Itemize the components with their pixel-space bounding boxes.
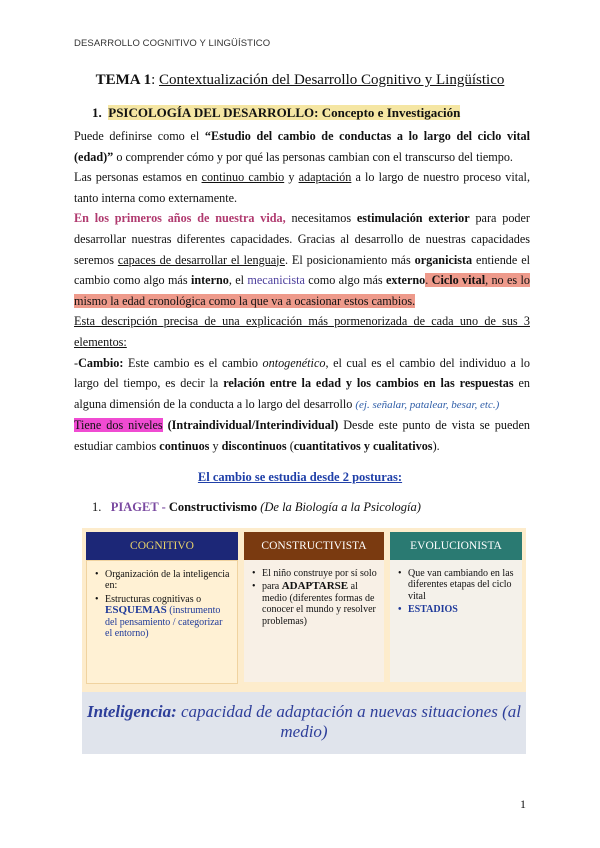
p3-m: externo — [385, 273, 426, 288]
p3-c: estimulación exterior — [356, 211, 470, 226]
intel-def: capacidad de adaptación a nuevas situaciones (al medio) — [176, 702, 521, 741]
paragraph-early-years — [74, 208, 530, 311]
section-heading — [92, 105, 460, 121]
column-content — [86, 560, 238, 684]
p6-h: ( — [286, 438, 294, 453]
p6-c: (Intraindividual/Interindividual) — [167, 418, 339, 433]
piaget-heading — [92, 500, 421, 515]
p2-d: adaptación — [298, 170, 352, 185]
p3-k: mecanicista — [247, 273, 305, 288]
page-title — [0, 72, 600, 89]
p3-f: . El posicionamiento más — [284, 252, 415, 267]
sub-dash: - — [158, 500, 169, 514]
p5-e: , el cual es el cambio del individuo a lo largo del tiempo, es decir la — [74, 355, 530, 391]
p3-p: , no es lo mismo la edad cronológica como la que va a ocasionar estos cambios. — [74, 273, 530, 308]
p5-g: en alguna dimensión de la conducta a lo largo del desarrollo — [74, 376, 530, 411]
item-text: (instrumento del pensamiento / categorizar el entorno) — [105, 605, 223, 640]
p6-a: Tiene dos niveles — [74, 418, 163, 433]
p3-n: . — [425, 273, 432, 288]
p1-c: o comprender cómo y por qué las personas cambian con el transcurso del tiempo. — [113, 149, 513, 164]
list-item: • ESTADIOS — [398, 604, 516, 615]
sub-number: 1. — [92, 500, 102, 514]
postures-heading: El cambio se estudia desde 2 posturas: — [197, 470, 403, 484]
p3-o: Ciclo vital — [431, 273, 486, 288]
constructivismo-label: Constructivismo — [168, 500, 258, 514]
p2-a: Las personas estamos en — [74, 170, 202, 185]
p6-g: discontinuos — [221, 438, 287, 453]
paragraph-cambio — [74, 353, 530, 416]
intelligence-definition — [82, 692, 526, 754]
item-text: al medio (diferentes formas de conocer el mundo y resolver problemas) — [262, 581, 376, 627]
p6-i: cuantitativos y cualitativos — [293, 438, 433, 453]
item-text: para — [262, 581, 282, 593]
p2-c: y — [284, 170, 299, 185]
p5-d: ontogenético — [262, 355, 326, 370]
section-number: 1. — [92, 105, 102, 120]
item-text: Estructuras cognitivas o — [105, 593, 202, 605]
p5-b: Cambio: — [78, 355, 124, 370]
title-sep: : — [151, 72, 159, 88]
title-subtitle: Contextualización del Desarrollo Cognitivo y Lingüístico — [159, 72, 505, 88]
p3-a: En los primeros años de nuestra vida, — [74, 211, 286, 226]
paragraph-definition — [74, 126, 530, 167]
paragraph-levels — [74, 415, 530, 456]
list-item: • El niño construye por sí solo — [252, 568, 378, 579]
p5-f: relación entre la edad y los cambios en las respuestas — [223, 376, 514, 391]
p2-b: continuo cambio — [201, 170, 285, 185]
p1-a: Puede definirse como el — [74, 129, 205, 143]
column-cognitivo — [86, 532, 238, 682]
paragraph-elements: Esta descripción precisa de una explicación más pormenorizada de cada uno de sus 3 elementos: — [74, 314, 530, 349]
p6-d: Desde este punto de vista se pueden estudiar cambios — [74, 418, 530, 453]
p6-e: continuos — [159, 438, 210, 453]
p2-e: a lo largo de nuestro proceso vital, tanto interna como externamente. — [74, 170, 530, 205]
running-header: DESARROLLO COGNITIVO Y LINGÜÍSTICO — [74, 38, 271, 49]
column-content — [390, 560, 522, 682]
p5-h: (ej. señalar, patalear, besar, etc.) — [355, 398, 500, 411]
piaget-name: PIAGET — [110, 500, 159, 514]
column-content — [244, 560, 384, 682]
column-constructivista — [244, 532, 384, 682]
list-item: • Organización de la inteligencia en: — [95, 569, 231, 592]
body-text — [74, 126, 530, 457]
section-title: PSICOLOGÍA DEL DESARROLLO: Concepto e Investigación — [108, 105, 461, 120]
p5-a: - — [74, 355, 79, 370]
column-header: CONSTRUCTIVISTA — [244, 532, 384, 560]
p3-g: organicista — [414, 252, 473, 267]
paragraph-change — [74, 167, 530, 208]
p3-l: como algo más — [304, 273, 386, 288]
list-item: • Que van cambiando en las diferentes etapas del ciclo vital — [398, 568, 516, 602]
column-evolucionista — [390, 532, 522, 682]
list-item — [252, 581, 378, 627]
p6-j: ). — [432, 438, 440, 453]
column-header: EVOLUCIONISTA — [390, 532, 522, 560]
column-header: COGNITIVO — [86, 532, 238, 560]
page-number: 1 — [520, 797, 526, 811]
sub-paren: (De la Biología a la Psicología) — [257, 500, 421, 514]
esquemas-text: ESQUEMAS — [105, 604, 167, 617]
intel-term: Inteligencia: — [87, 702, 177, 721]
p3-e: capaces de desarrollar el lenguaje — [117, 252, 285, 267]
title-label: TEMA 1 — [95, 72, 152, 88]
p1-b: “Estudio del cambio de conductas a lo largo del ciclo vital (edad)” — [74, 129, 530, 164]
p5-c: Este cambio es el cambio — [123, 355, 263, 370]
list-item — [95, 594, 231, 640]
adaptarse-text: ADAPTARSE — [281, 580, 349, 593]
p3-j: , el — [228, 273, 248, 288]
p3-h: entiende el cambio como algo más — [74, 252, 530, 288]
p6-f: y — [209, 438, 222, 453]
p3-i: interno — [190, 273, 229, 288]
p3-b: necesitamos — [285, 211, 357, 226]
p3-d: para poder desarrollar nuestras diferentes capacidades. Gracias al desarrollo de nuestras capacidades seremos — [74, 211, 530, 267]
piaget-diagram — [82, 528, 526, 754]
